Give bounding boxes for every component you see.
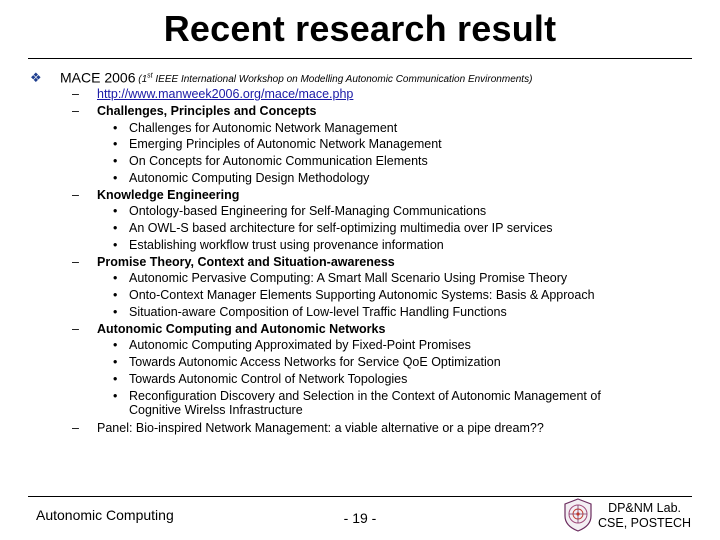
list-item-continuation: Cognitive Wirelss Infrastructure <box>129 403 303 418</box>
section-heading: – Knowledge Engineering <box>72 187 240 202</box>
diamond-bullet-icon: ❖ <box>30 70 42 86</box>
title-divider <box>28 58 692 59</box>
list-item: • On Concepts for Autonomic Communication Elements <box>113 154 428 168</box>
slide-title: Recent research result <box>163 8 557 49</box>
list-item: • Autonomic Computing Approximated by Fixed-Point Promises <box>113 338 471 353</box>
list-item: • Autonomic Computing Design Methodology <box>113 170 370 185</box>
list-item: • Autonomic Pervasive Computing: A Smart Mall Scenario Using Promise Theory <box>113 271 568 286</box>
postech-logo-icon <box>562 498 594 532</box>
list-item: • Towards Autonomic Access Networks for Service QoE Optimization <box>113 355 501 369</box>
section-heading: – Challenges, Principles and Concepts <box>72 103 317 118</box>
list-item: • Ontology-based Engineering for Self-Managing Communications <box>113 204 487 219</box>
list-item: • An OWL-S based architecture for self-optimizing multimedia over IP services <box>113 221 553 235</box>
section-heading: – Autonomic Computing and Autonomic Networks <box>72 321 386 336</box>
section-heading: – Promise Theory, Context and Situation-awareness <box>72 254 395 269</box>
list-item: • Reconfiguration Discovery and Selection in the Context of Autonomic Management of <box>113 388 601 403</box>
bullet-list <box>0 86 720 437</box>
mace-link[interactable]: http://www.manweek2006.org/mace/mace.php <box>97 87 354 101</box>
list-item: • Emerging Principles of Autonomic Network Management <box>113 137 442 152</box>
list-item: • Challenges for Autonomic Network Management <box>113 120 398 135</box>
list-item: • Onto-Context Manager Elements Supporting Autonomic Systems: Basis & Approach <box>113 288 595 302</box>
list-item: • Establishing workflow trust using provenance information <box>113 237 444 252</box>
main-bullet-note: (1st IEEE International Workshop on Modelling Autonomic Communication Environments) <box>135 73 533 86</box>
list-item-link[interactable]: – http://www.manweek2006.org/mace/mace.php <box>72 87 354 101</box>
lab-name: DP&NM Lab. CSE, POSTECH <box>598 501 692 530</box>
list-item: • Situation-aware Composition of Low-level Traffic Handling Functions <box>113 304 507 319</box>
footer-course: Autonomic Computing <box>36 507 174 523</box>
page-number: - 19 - <box>343 510 377 526</box>
list-item: • Towards Autonomic Control of Network Topologies <box>113 371 408 386</box>
panel-item: – Panel: Bio-inspired Network Management: a viable alternative or a pipe dream?? <box>72 421 544 436</box>
footer-divider <box>28 496 692 497</box>
main-bullet-label: MACE 2006 <box>60 69 136 86</box>
